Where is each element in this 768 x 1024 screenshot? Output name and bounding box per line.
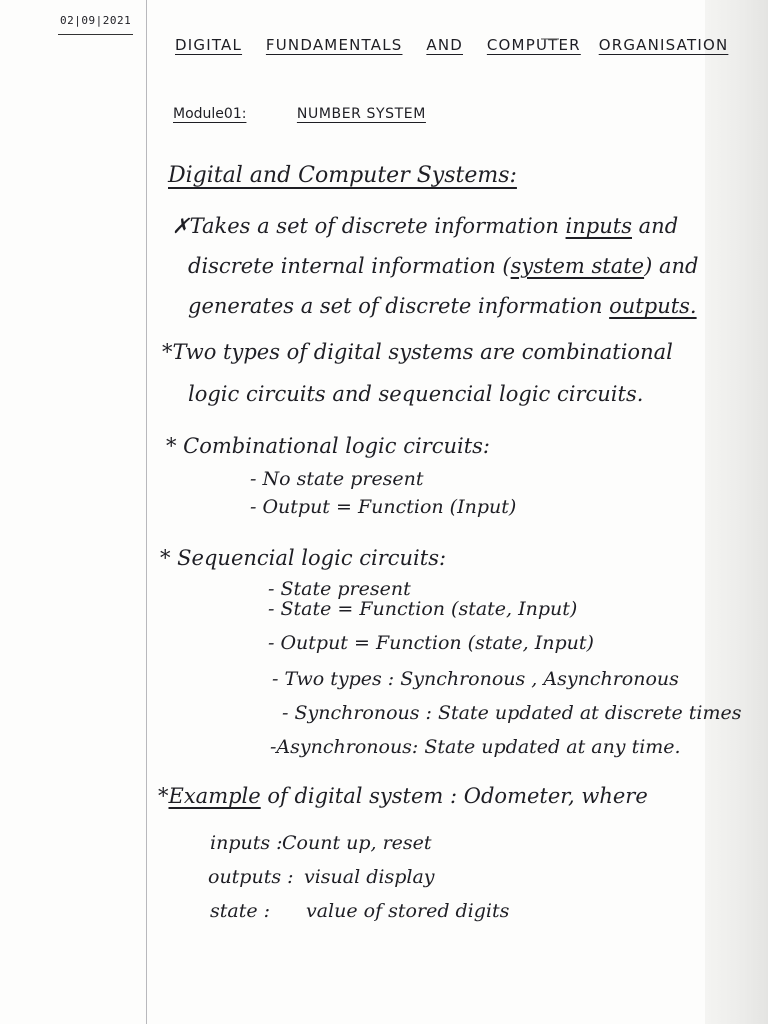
underlined-term: system state xyxy=(510,254,645,278)
sequential-item: -Asynchronous: State updated at any time. xyxy=(270,736,681,758)
module-label: Module01: xyxy=(173,106,247,122)
field-value: value of stored digits xyxy=(306,900,510,922)
para1-line3 xyxy=(188,294,697,318)
sequential-item: - Synchronous : State updated at discrete times xyxy=(282,702,742,724)
text-span: * xyxy=(158,784,169,808)
sequential-heading: * Sequencial logic circuits: xyxy=(160,546,447,570)
field-label: outputs : xyxy=(208,866,294,888)
date-stamp: 02|09|2021 xyxy=(58,8,133,35)
sequential-item: - State = Function (state, Input) xyxy=(268,598,578,620)
example-outputs xyxy=(208,866,435,888)
field-value: Count up, reset xyxy=(282,832,432,854)
text-span: of digital system : Odometer, where xyxy=(260,784,648,808)
title-word: COMPUTER xyxy=(486,36,581,54)
title-word: ORGANISATION xyxy=(598,36,729,54)
sequential-item: - Two types : Synchronous , Asynchronous xyxy=(272,668,679,690)
module-line xyxy=(173,106,426,122)
example-state xyxy=(210,900,509,922)
section-heading: Digital and Computer Systems: xyxy=(168,163,517,188)
text-span: ✗Takes a set of discrete information xyxy=(172,214,566,238)
page-edge-shadow xyxy=(705,0,768,1024)
text-span: discrete internal information ( xyxy=(188,254,511,278)
combinational-item: - No state present xyxy=(250,468,424,490)
text-span: ) and xyxy=(644,254,699,278)
combinational-heading: * Combinational logic circuits: xyxy=(166,434,491,458)
field-label: state : xyxy=(210,900,271,922)
text-span: and xyxy=(631,214,679,238)
sequential-item: - Output = Function (state, Input) xyxy=(268,632,594,654)
module-title: NUMBER SYSTEM xyxy=(296,106,426,122)
combinational-item: - Output = Function (Input) xyxy=(250,496,517,518)
margin-line xyxy=(146,0,147,1024)
para2-line1: *Two types of digital systems are combinational xyxy=(162,340,673,364)
field-value: visual display xyxy=(304,866,435,888)
page-title xyxy=(175,36,728,54)
sequential-item: - State present xyxy=(268,578,411,600)
title-word: FUNDAMENTALS xyxy=(265,36,403,54)
underlined-term: Example xyxy=(168,784,261,808)
underlined-term: outputs. xyxy=(609,294,697,318)
underlined-term: inputs xyxy=(565,214,632,238)
text-span: generates a set of discrete information xyxy=(188,294,610,318)
para1-line1 xyxy=(172,214,678,238)
example-heading xyxy=(158,784,648,808)
scribble-mark xyxy=(541,32,559,40)
para2-line2: logic circuits and sequencial logic circuits. xyxy=(188,382,644,406)
field-label: inputs : xyxy=(210,832,283,854)
title-word: DIGITAL xyxy=(175,36,243,54)
example-inputs xyxy=(210,832,432,854)
title-word: AND xyxy=(426,36,463,54)
para1-line2 xyxy=(188,254,698,278)
